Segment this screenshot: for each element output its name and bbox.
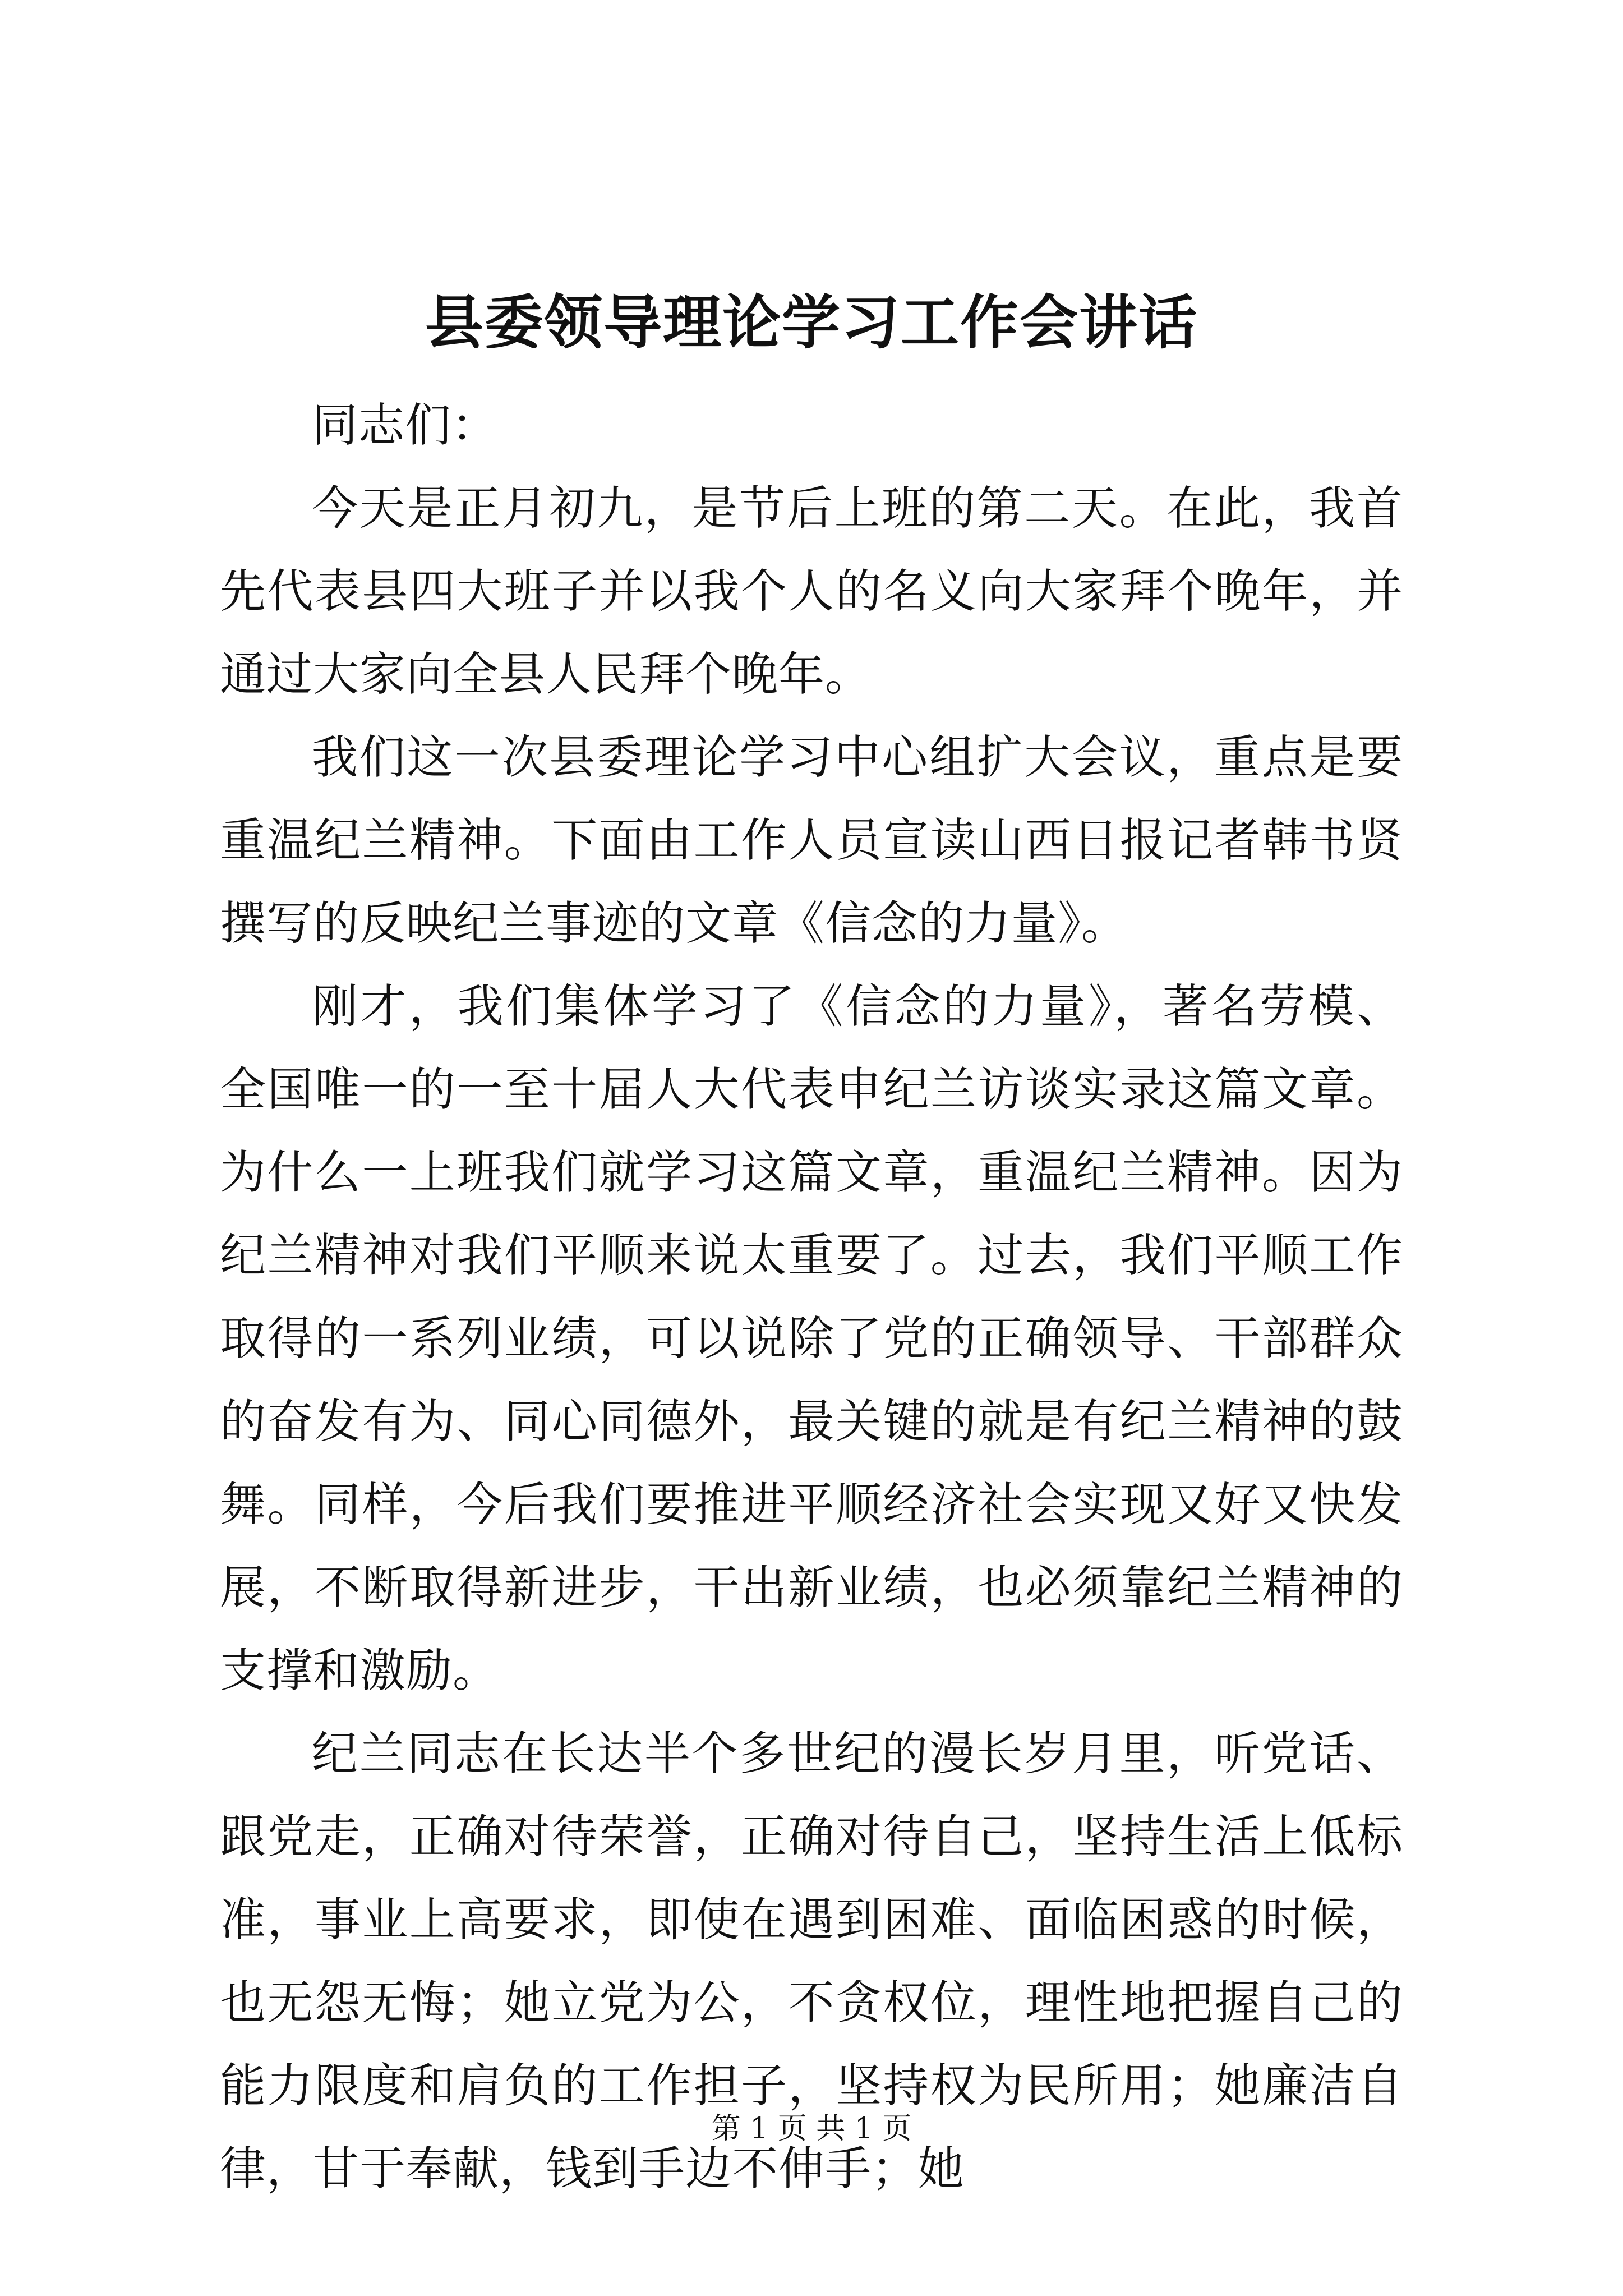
paragraph-1: 今天是正月初九，是节后上班的第二天。在此，我首先代表县四大班子并以我个人的名义向大家拜个晚年，并通过大家向全县人民拜个晚年。 (220, 482, 1403, 701)
document-title: 县委领导理论学习工作会讲话 (425, 288, 1198, 357)
page-footer: 第 1 页 共 1 页 (711, 2112, 912, 2146)
document-body (220, 384, 1403, 2211)
salutation: 同志们： (312, 399, 499, 452)
paragraph-2: 我们这一次县委理论学习中心组扩大会议，重点是要重温纪兰精神。下面由工作人员宣读山西日报记者韩书贤撰写的反映纪兰事迹的文章《信念的力量》。 (220, 731, 1403, 950)
paragraph-4: 纪兰同志在长达半个多世纪的漫长岁月里，听党话、跟党走，正确对待荣誉，正确对待自己，坚持生活上低标准，事业上高要求，即使在遇到困难、面临困惑的时候，也无怨无悔；她立党为公，不贪权位，理性地把握自己的能力限度和肩负的工作担子，坚持权为民所用；她廉洁自律，甘于奉献，钱到手边不伸手；她 (220, 1727, 1403, 2196)
paragraph-3: 刚才，我们集体学习了《信念的力量》，著名劳模、全国唯一的一至十届人大代表申纪兰访谈实录这篇文章。为什么一上班我们就学习这篇文章，重温纪兰精神。因为纪兰精神对我们平顺来说太重要了。过去，我们平顺工作取得的一系列业绩，可以说除了党的正确领导、干部群众的奋发有为、同心同德外，最关键的就是有纪兰精神的鼓舞。同样，今后我们要推进平顺经济社会实现又好又快发展，不断取得新进步，干出新业绩，也必须靠纪兰精神的支撑和激励。 (220, 980, 1403, 1697)
